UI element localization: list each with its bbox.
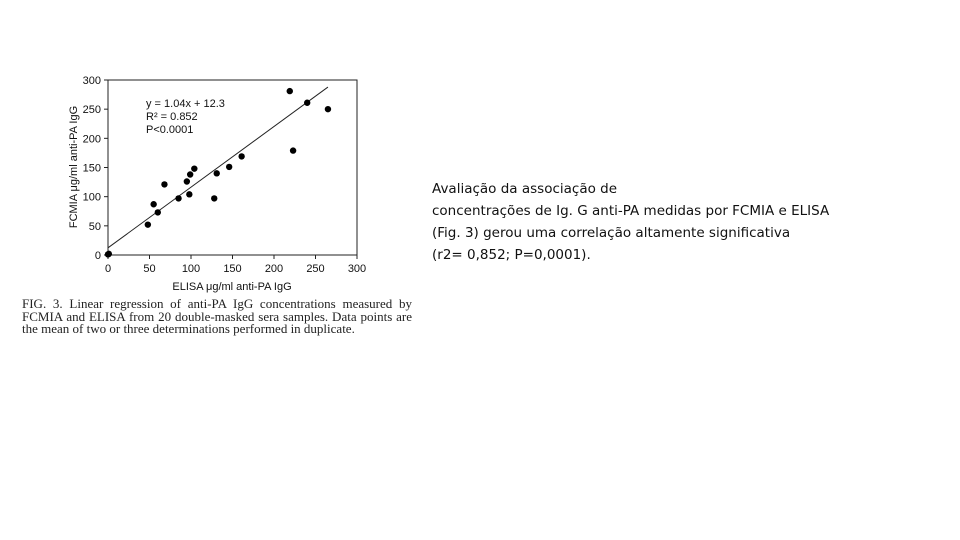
x-tick-label: 50 xyxy=(143,263,156,275)
data-point xyxy=(304,100,310,106)
x-tick-label: 200 xyxy=(264,263,284,275)
data-point xyxy=(187,171,193,177)
summary-line: (Fig. 3) gerou uma correlação altamente significativa xyxy=(432,225,791,241)
x-tick-label: 0 xyxy=(104,263,112,275)
data-point xyxy=(155,209,161,215)
summary-line: Avaliação da associação de xyxy=(432,181,618,197)
y-tick-label: 100 xyxy=(82,191,101,204)
y-tick-label: 150 xyxy=(82,162,101,175)
data-point xyxy=(290,147,296,153)
annotation-equation: y = 1.04x + 12.3 xyxy=(146,98,225,110)
data-point xyxy=(211,195,217,201)
data-point xyxy=(184,178,190,184)
summary-line: (r2= 0,852; P=0,0001). xyxy=(432,247,591,263)
y-tick-label: 50 xyxy=(88,220,101,233)
figure-caption: FIG. 3. Linear regression of anti-PA IgG concentrations measured by FCMIA and ELISA from 20 double-masked sera samples. Data points are the mean of two or three determinations performed in duplicate. xyxy=(22,296,412,336)
data-point xyxy=(161,181,167,187)
data-point xyxy=(106,251,112,257)
x-tick-label: 300 xyxy=(347,263,367,275)
data-point xyxy=(325,106,331,112)
y-axis-label: FCMIA μg/ml anti-PA IgG xyxy=(68,105,80,229)
y-axis xyxy=(83,75,108,262)
summary-text xyxy=(432,178,862,266)
data-points xyxy=(105,88,331,258)
annotation-r2: R² = 0.852 xyxy=(146,111,198,123)
scatter-chart xyxy=(0,0,430,300)
x-tick-label: 250 xyxy=(306,263,325,275)
x-tick-label: 100 xyxy=(181,263,201,275)
annotation-p: P<0.0001 xyxy=(146,124,194,136)
regression-line xyxy=(108,87,328,248)
y-tick-label: 300 xyxy=(82,75,101,87)
data-point xyxy=(238,153,244,159)
summary-line: concentrações de Ig. G anti-PA medidas por FCMIA e ELISA xyxy=(432,203,830,219)
data-point xyxy=(214,170,220,176)
data-point xyxy=(186,191,192,197)
data-point xyxy=(175,195,181,201)
x-axis xyxy=(105,255,366,275)
x-tick-label: 150 xyxy=(223,263,242,275)
data-point xyxy=(287,88,293,94)
y-tick-label: 0 xyxy=(94,250,101,262)
y-tick-label: 250 xyxy=(82,104,101,117)
data-point xyxy=(226,164,232,170)
y-tick-label: 200 xyxy=(82,133,101,146)
data-point xyxy=(191,165,197,171)
x-axis-label: ELISA μg/ml anti-PA IgG xyxy=(172,281,292,293)
data-point xyxy=(150,201,156,207)
data-point xyxy=(145,221,151,227)
